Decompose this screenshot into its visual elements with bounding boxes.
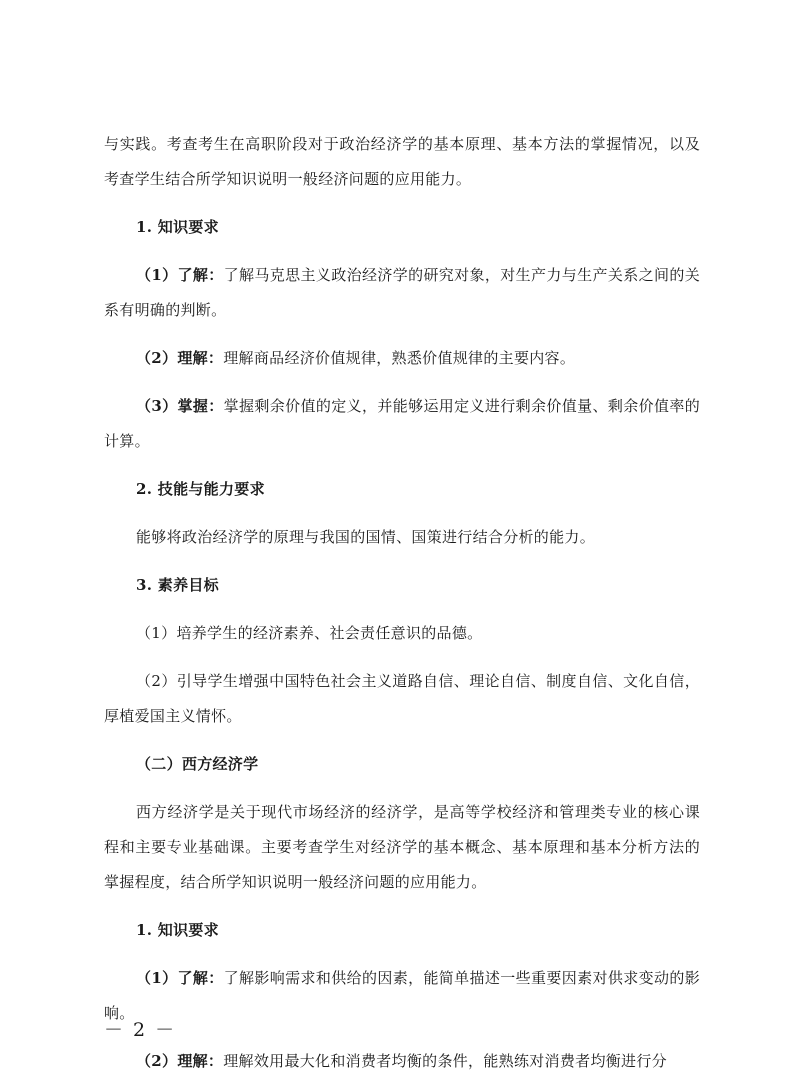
item-literacy-2: （2）引导学生增强中国特色社会主义道路自信、理论自信、制度自信、文化自信，厚植爱国主义情怀。	[104, 672, 700, 725]
paragraph-skills: 能够将政治经济学的原理与我国的国情、国策进行结合分析的能力。	[136, 528, 596, 546]
item-label: （1）了解：	[136, 266, 224, 284]
item-understand-basic	[104, 258, 700, 328]
item-text: 理解效用最大化和消费者均衡的条件，能熟练对消费者均衡进行分	[223, 1052, 667, 1070]
item-label: （3）掌握：	[136, 397, 224, 415]
item-label: （2）理解：	[136, 1052, 224, 1070]
item-label: （1）了解：	[136, 969, 224, 987]
item-understand-supply-demand	[104, 961, 700, 1031]
heading-skills-requirements: 2. 技能与能力要求	[136, 480, 265, 498]
item-text: 了解影响需求和供给的因素，能简单描述一些重要因素对供求变动的影响。	[104, 969, 700, 1022]
heading-knowledge-requirements-2: 1. 知识要求	[136, 921, 219, 939]
item-label: （2）理解：	[136, 349, 224, 367]
paragraph-intro-continued: 与实践。考查考生在高职阶段对于政治经济学的基本原理、基本方法的掌握情况，以及考查学生结合所学知识说明一般经济问题的应用能力。	[104, 135, 700, 188]
heading-literacy-goals: 3. 素养目标	[136, 576, 219, 594]
heading-western-economics: （二）西方经济学	[136, 755, 259, 773]
document-body	[104, 127, 700, 1079]
item-comprehend	[104, 341, 700, 376]
item-literacy-1: （1）培养学生的经济素养、社会责任意识的品德。	[136, 624, 483, 642]
item-text: 理解商品经济价值规律，熟悉价值规律的主要内容。	[223, 349, 576, 367]
item-comprehend-utility	[104, 1044, 700, 1079]
item-master	[104, 389, 700, 459]
item-text: 了解马克思主义政治经济学的研究对象，对生产力与生产关系之间的关系有明确的判断。	[104, 266, 700, 319]
heading-knowledge-requirements: 1. 知识要求	[136, 218, 219, 236]
page-number: － 2 －	[104, 1019, 177, 1041]
paragraph-western-economics: 西方经济学是关于现代市场经济的经济学，是高等学校经济和管理类专业的核心课程和主要专业基础课。主要考查学生对经济学的基本概念、基本原理和基本分析方法的掌握程度，结合所学知识说明一般经济问题的应用能力。	[104, 803, 700, 891]
item-text: 掌握剩余价值的定义，并能够运用定义进行剩余价值量、剩余价值率的计算。	[104, 397, 700, 450]
